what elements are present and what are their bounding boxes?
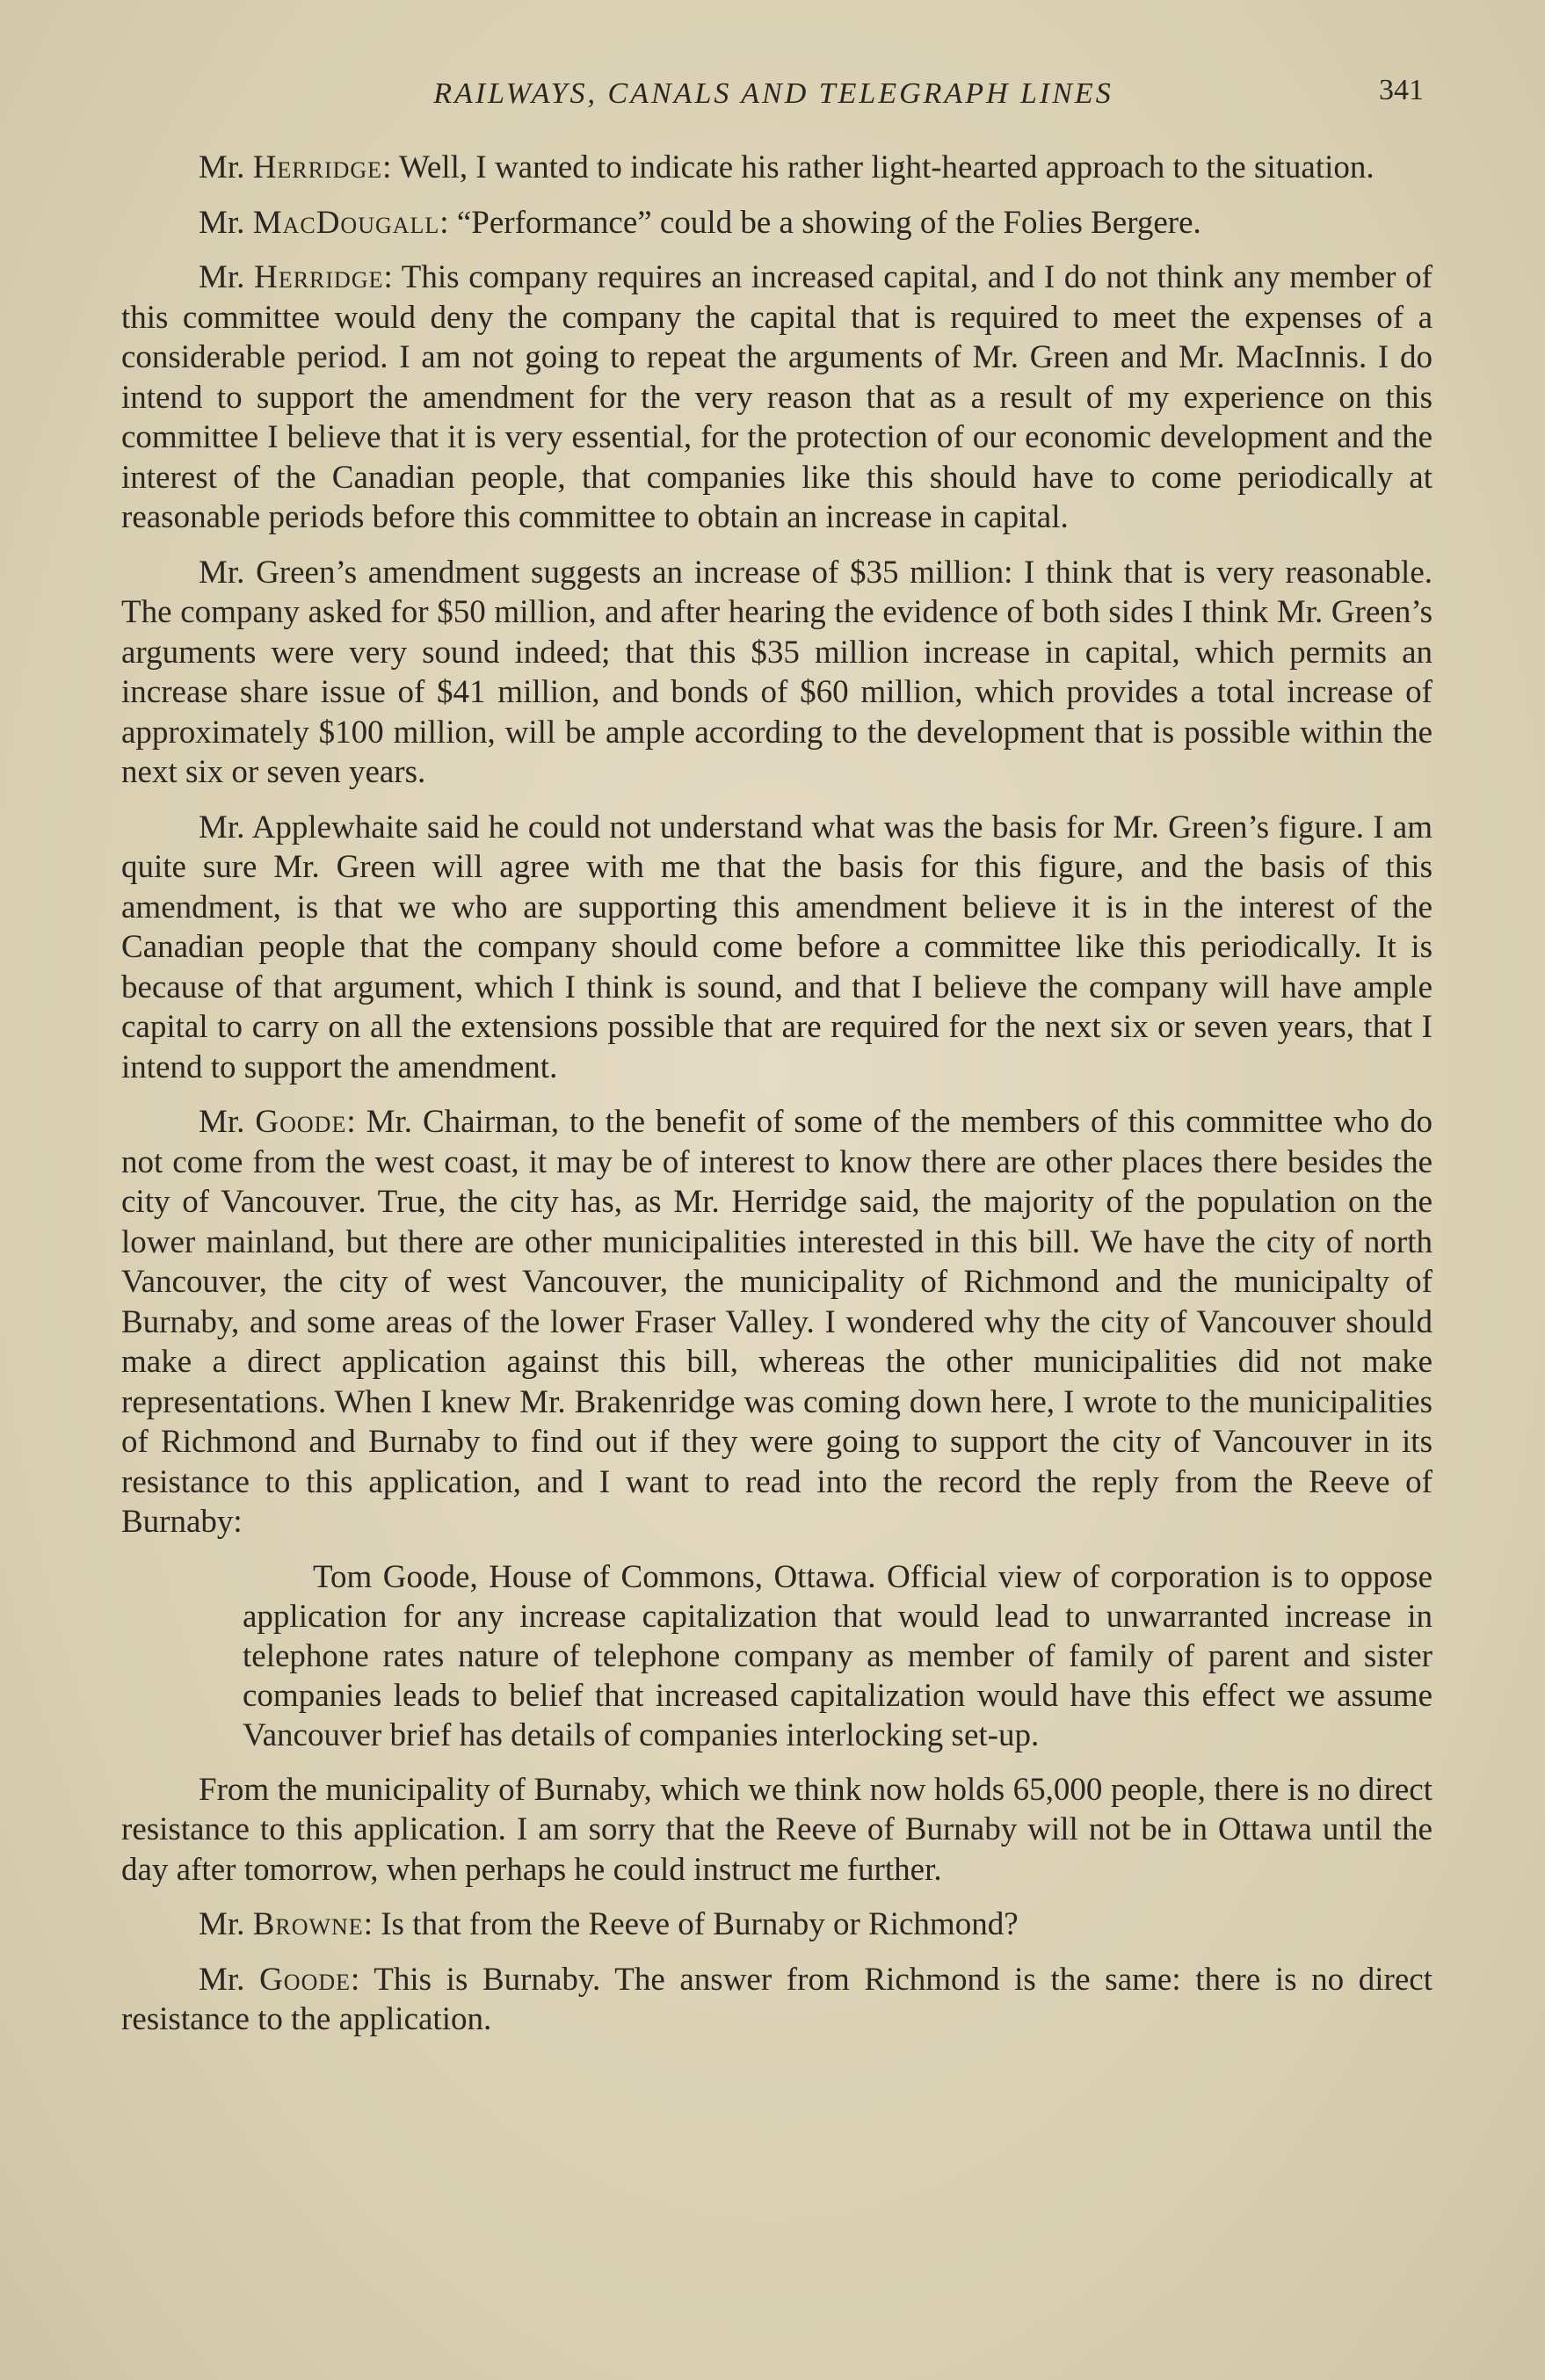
speaker-prefix: Mr. <box>199 259 255 295</box>
speaker-prefix: Mr. <box>199 149 253 185</box>
body-text <box>121 148 1433 2055</box>
paragraph-text: : Is that from the Reeve of Burnaby or Richmond? <box>363 1906 1019 1942</box>
speaker-name: Goode <box>259 1961 352 1998</box>
paragraph-macdougall <box>121 203 1433 243</box>
speaker-name: MacDougall <box>252 204 440 241</box>
speaker-prefix: Mr. <box>199 1104 256 1140</box>
paragraph-text: : This is Burnaby. The answer from Richmond is the same: there is no direct resistance to the application. <box>121 1961 1433 2037</box>
speaker-prefix: Mr. <box>199 1906 253 1942</box>
paragraph-text: From the municipality of Burnaby, which we think now holds 65,000 people, there is no direct resistance to this application. I am sorry that the Reeve of Burnaby will not be in Ottawa until the day after tomorrow, when perhaps he could instruct me further. <box>121 1771 1433 1888</box>
paragraph-text: : Mr. Chairman, to the benefit of some of the members of this committee who do not come from the west coast, it may be of interest to know there are other places there besides the city of Vancouver. True, the city has, as Mr. Herridge said, the majority of the population on the lower mainland, but there are other municipalities interested in this bill. We have the city of north Vancouver, the city of west Vancouver, the municipality of Richmond and the municipalty of Burnaby, and some areas of the lower Fraser Valley. I wondered why the city of Vancouver should make a direct application against this bill, whereas the other municipalities did not make representations. When I knew Mr. Brakenridge was coming down here, I wrote to the municipalities of Richmond and Burnaby to find out if they were going to support the city of Vancouver in its resistance to this application, and I want to read into the record the reply from the Reeve of Burnaby: <box>121 1104 1433 1540</box>
paragraph-browne <box>121 1905 1433 1945</box>
paragraph-text: : This company requires an increased capital, and I do not think any member of this committee would deny the company the capital that is required to meet the expenses of a considerable period. I am not going to repeat the arguments of Mr. Green and Mr. MacInnis. I do intend to support the amendment for the very reason that as a result of my experience on this committee I believe that it is very essential, for the protection of our economic development and the interest of the Canadian people, that companies like this should have to come periodically at reasonable periods before this committee to obtain an increase in capital. <box>121 259 1433 535</box>
paragraph-goode-2 <box>121 1960 1433 2040</box>
paragraph-burnaby <box>121 1770 1433 1890</box>
block-quote: Tom Goode, House of Commons, Ottawa. Official view of corporation is to oppose application for any increase capitalization that would lead to unwarranted increase in telephone rates nature of telephone company as member of family of parent and sister companies leads to belief that increased capitalization would have this effect we assume Vancouver brief has details of companies interlocking set-up. <box>243 1558 1433 1753</box>
speaker-name: Browne <box>252 1906 364 1942</box>
paragraph-text: Mr. Green’s amendment suggests an increase of $35 million: I think that is very reasonable. The company asked for $50 million, and after hearing the evidence of both sides I think Mr. Green’s arguments were very sound indeed; that this $35 million increase in capital, which permits an increase share issue of $41 million, and bonds of $60 million, which provides a total increase of approximately $100 million, will be ample according to the development that is possible within the next six or seven years. <box>121 554 1433 790</box>
speaker-prefix: Mr. <box>199 1961 260 1998</box>
paragraph-text: : “Performance” could be a showing of the Folies Bergere. <box>439 204 1201 241</box>
speaker-prefix: Mr. <box>199 204 253 241</box>
paragraph-herridge-2 <box>121 258 1433 538</box>
running-title: RAILWAYS, CANALS AND TELEGRAPH LINES <box>433 77 1113 110</box>
page-number: 341 <box>1379 74 1424 106</box>
paragraph-goode-1 <box>121 1102 1433 1542</box>
paragraph-text: Mr. Applewhaite said he could not understand what was the basis for Mr. Green’s figure. I am quite sure Mr. Green will agree with me that the basis for this figure, and the basis of this amendment, is that we who are supporting this amendment believe it is in the interest of the Canadian people that the company should come before a committee like this periodically. It is because of that argument, which I think is sound, and that I believe the company will have ample capital to carry on all the extensions possible that are required for the next six or seven years, that I intend to support the amendment. <box>121 809 1433 1085</box>
paragraph-text: : Well, I wanted to indicate his rather light-hearted approach to the situation. <box>382 149 1375 185</box>
speaker-name: Herridge <box>254 259 384 295</box>
paragraph-green-amendment <box>121 553 1433 793</box>
paragraph-herridge-1 <box>121 148 1433 188</box>
page-header <box>123 69 1424 121</box>
speaker-name: Goode <box>255 1104 347 1140</box>
paragraph-applewhaite <box>121 808 1433 1088</box>
speaker-name: Herridge <box>252 149 383 185</box>
